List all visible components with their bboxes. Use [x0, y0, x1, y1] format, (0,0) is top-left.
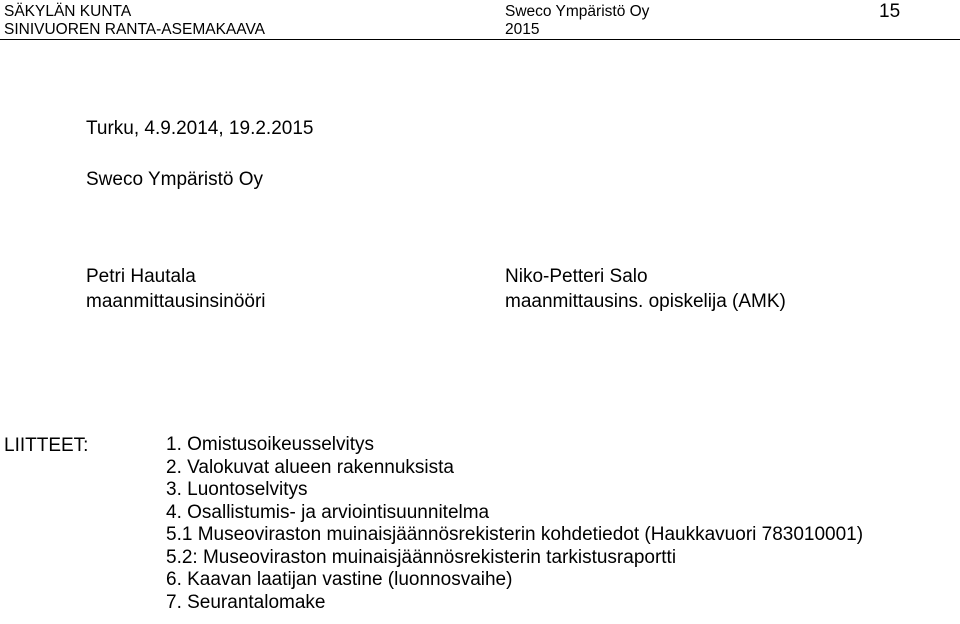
- signatory-title: maanmittausins. opiskelija (AMK): [505, 291, 786, 312]
- header-year: 2015: [505, 21, 540, 38]
- signatory-left: [86, 264, 266, 314]
- header-plan-name: SINIVUOREN RANTA-ASEMAKAAVA: [4, 21, 265, 38]
- header-middle: [505, 3, 649, 39]
- date-line: Turku, 4.9.2014, 19.2.2015: [86, 118, 314, 139]
- attachment-item: 5.2: Museoviraston muinaisjäännösrekisterin tarkistusraportti: [166, 546, 677, 568]
- attachment-item: 4. Osallistumis- ja arviointisuunnitelma: [166, 501, 490, 523]
- signatory-right: [505, 264, 786, 314]
- attachment-item: 1. Omistusoikeusselvitys: [166, 434, 375, 455]
- header-company: Sweco Ympäristö Oy: [505, 3, 650, 20]
- attachments-list: [166, 434, 863, 614]
- header-left: [4, 3, 265, 39]
- page-number: 15: [879, 1, 901, 22]
- header-municipality: SÄKYLÄN KUNTA: [4, 3, 132, 20]
- company-line: Sweco Ympäristö Oy: [86, 169, 264, 190]
- signatory-name: Petri Hautala: [86, 266, 196, 287]
- signatory-title: maanmittausinsinööri: [86, 291, 266, 312]
- attachment-item: 7. Seurantalomake: [166, 591, 326, 613]
- attachment-item: 5.1 Museoviraston muinaisjäännösrekisterin kohdetiedot (Haukkavuori 783010001): [166, 524, 864, 545]
- signatory-name: Niko-Petteri Salo: [505, 266, 648, 287]
- attachments-label: LIITTEET:: [4, 435, 89, 456]
- header-divider: [0, 39, 960, 40]
- attachment-item: 6. Kaavan laatijan vastine (luonnosvaihe): [166, 569, 513, 590]
- attachment-item: 3. Luontoselvitys: [166, 479, 308, 500]
- attachment-item: 2. Valokuvat alueen rakennuksista: [166, 456, 454, 478]
